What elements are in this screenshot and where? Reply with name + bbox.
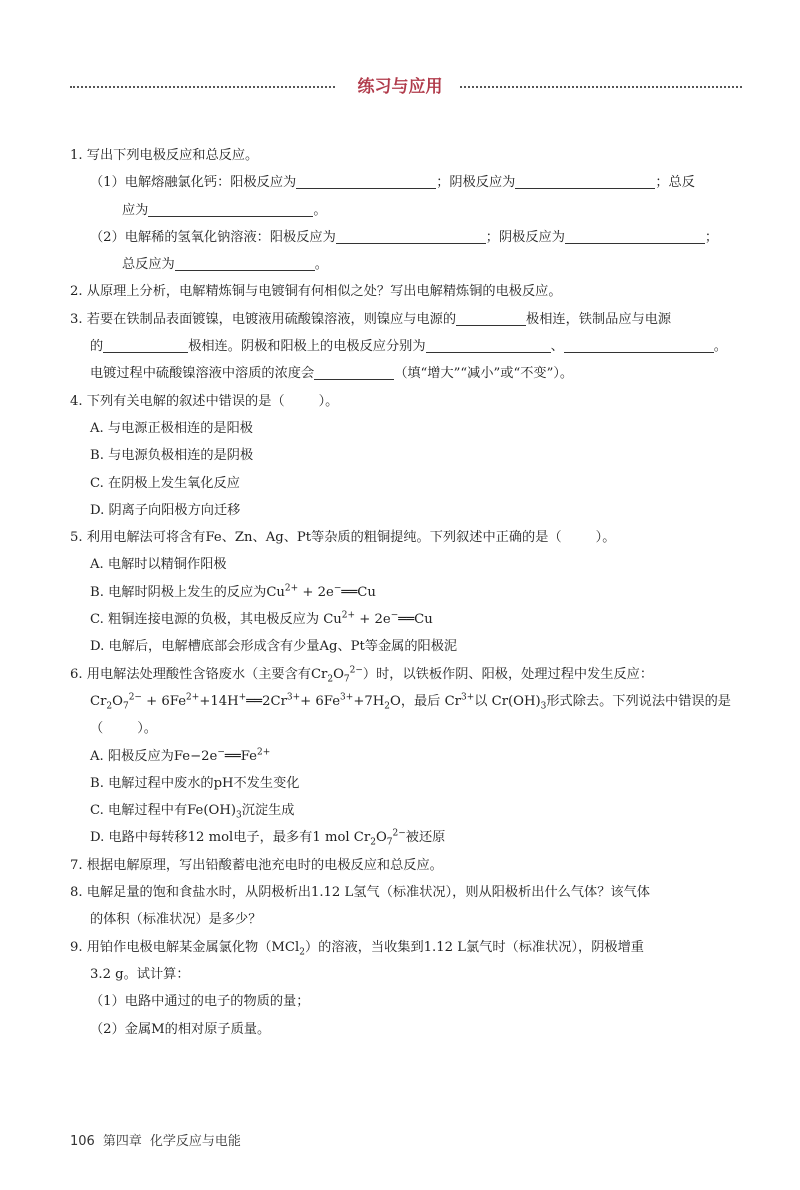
question-8-line-2: 的体积（标准状况）是多少？: [90, 912, 262, 928]
question-5-option-a: A. 电解时以精铜作阳极: [90, 557, 227, 573]
section-header: [70, 74, 742, 100]
question-2-stem: 2. 从原理上分析，电解精炼铜与电镀铜有何相似之处？写出电解精炼铜的电极反应。: [70, 284, 562, 300]
answer-blank[interactable]: [515, 172, 655, 189]
page-number: 106: [70, 1134, 95, 1149]
dotted-rule-left: [70, 86, 335, 88]
question-9-part-2: （2）金属M的相对原子质量。: [90, 1021, 271, 1037]
question-4-stem: 4. 下列有关电解的叙述中错误的是（ ）。: [70, 393, 339, 409]
answer-blank[interactable]: [103, 336, 188, 353]
dotted-rule-right: [460, 86, 742, 88]
question-5-stem: 5. 利用电解法可将含有Fe、Zn、Ag、Pt等杂质的粗铜提纯。下列叙述中正确的是（ ）。: [70, 530, 616, 546]
question-4-option-a: A. 与电源正极相连的是阳极: [90, 420, 253, 436]
question-6-option-a: A. 阳极反应为$Fe-2e^-══Fe^{2+}$: [90, 747, 271, 764]
question-8-line-1: 8. 电解足量的饱和食盐水时，从阴极析出1.12 L氢气（标准状况），则从阳极析出什么气体？该气体: [70, 885, 650, 901]
question-6-line-1: 6. 用电解法处理酸性含铬废水（主要含有$Cr_2O_7^{2-}$）时，以铁板作阴、阳极，处理过程中发生反应：: [70, 665, 654, 685]
answer-blank[interactable]: [175, 254, 315, 271]
question-9-line-2: 3.2 g。试计算：: [90, 966, 190, 982]
page-footer: [70, 1130, 249, 1149]
question-7-stem: 7. 根据电解原理，写出铅酸蓄电池充电时的电极反应和总反应。: [70, 857, 443, 873]
exercise-list: [70, 142, 742, 1043]
question-4-option-c: C. 在阴极上发生氧化反应: [90, 475, 240, 491]
question-1-part-2-cont: 总反应为 。: [70, 251, 742, 278]
question-6-option-c: C. 电解过程中有$Fe(OH)_3$沉淀生成: [90, 803, 295, 821]
chapter-title: 化学反应与电能: [149, 1134, 241, 1149]
question-6-equation: $Cr_2O_7^{2-}$ + $6Fe^{2+}+14H^+══2Cr^{3+}+ 6Fe^{3+}+7H_2O$，最后 $Cr^{3+}$以 $Cr(OH)_3$形式除去。下列说法中错误的是: [90, 692, 731, 712]
answer-blank[interactable]: [336, 227, 486, 244]
answer-blank[interactable]: [456, 309, 526, 326]
answer-blank[interactable]: [426, 336, 551, 353]
answer-blank[interactable]: [296, 172, 436, 189]
answer-blank[interactable]: [148, 200, 313, 217]
question-6-option-d: D. 电路中每转移12 mol电子，最多有1 mol $Cr_2O_7^{2-}$被还原: [90, 829, 446, 849]
question-4-option-b: B. 与电源负极相连的是阴极: [90, 448, 254, 464]
question-3-line-3: 电镀过程中硫酸镍溶液中溶质的浓度会 （填“增大”“减小”或“不变”）。: [70, 360, 742, 387]
answer-blank[interactable]: [564, 336, 714, 353]
question-6-line-3: （ ）。: [90, 721, 157, 737]
question-1-stem: 1. 写出下列电极反应和总反应。: [70, 148, 259, 163]
section-title: 练习与应用: [357, 77, 443, 97]
question-1-part-1: （1）电解熔融氯化钙：阳极反应为 ；阴极反应为 ；总反: [70, 169, 742, 196]
question-4-option-d: D. 阴离子向阳极方向迁移: [90, 502, 241, 518]
question-9-part-1: （1）电路中通过的电子的物质的量；: [90, 994, 310, 1010]
question-6-option-b: B. 电解过程中废水的pH不发生变化: [90, 775, 300, 791]
answer-blank[interactable]: [565, 227, 705, 244]
question-1-part-1-cont: 应为 。: [70, 197, 742, 224]
question-5-option-c: C. 粗铜连接电源的负极，其电极反应为 $Cu^{2+}$ + 2e−══Cu: [90, 610, 433, 628]
question-5-option-d: D. 电解后，电解槽底部会形成含有少量Ag、Pt等金属的阳极泥: [90, 639, 458, 655]
question-3-line-1: 3. 若要在铁制品表面镀镍，电镀液用硫酸镍溶液，则镍应与电源的 极相连，铁制品应与电源: [70, 306, 742, 333]
question-9-line-1: 9. 用铂作电极电解某金属氯化物（MCl$_2$）的溶液，当收集到1.12 L氯气时（标准状况），阴极增重: [70, 939, 644, 958]
chapter-label: 第四章: [102, 1134, 142, 1149]
question-3-line-2: 的 极相连。阴极和阳极上的电极反应分别为 、 。: [70, 333, 742, 360]
question-1-part-2: （2）电解稀的氢氧化钠溶液：阳极反应为 ；阴极反应为 ；: [70, 224, 742, 251]
question-5-option-b: B. 电解时阴极上发生的反应为$Cu^{2+}$ + 2e−══Cu: [90, 583, 376, 600]
answer-blank[interactable]: [314, 363, 394, 380]
